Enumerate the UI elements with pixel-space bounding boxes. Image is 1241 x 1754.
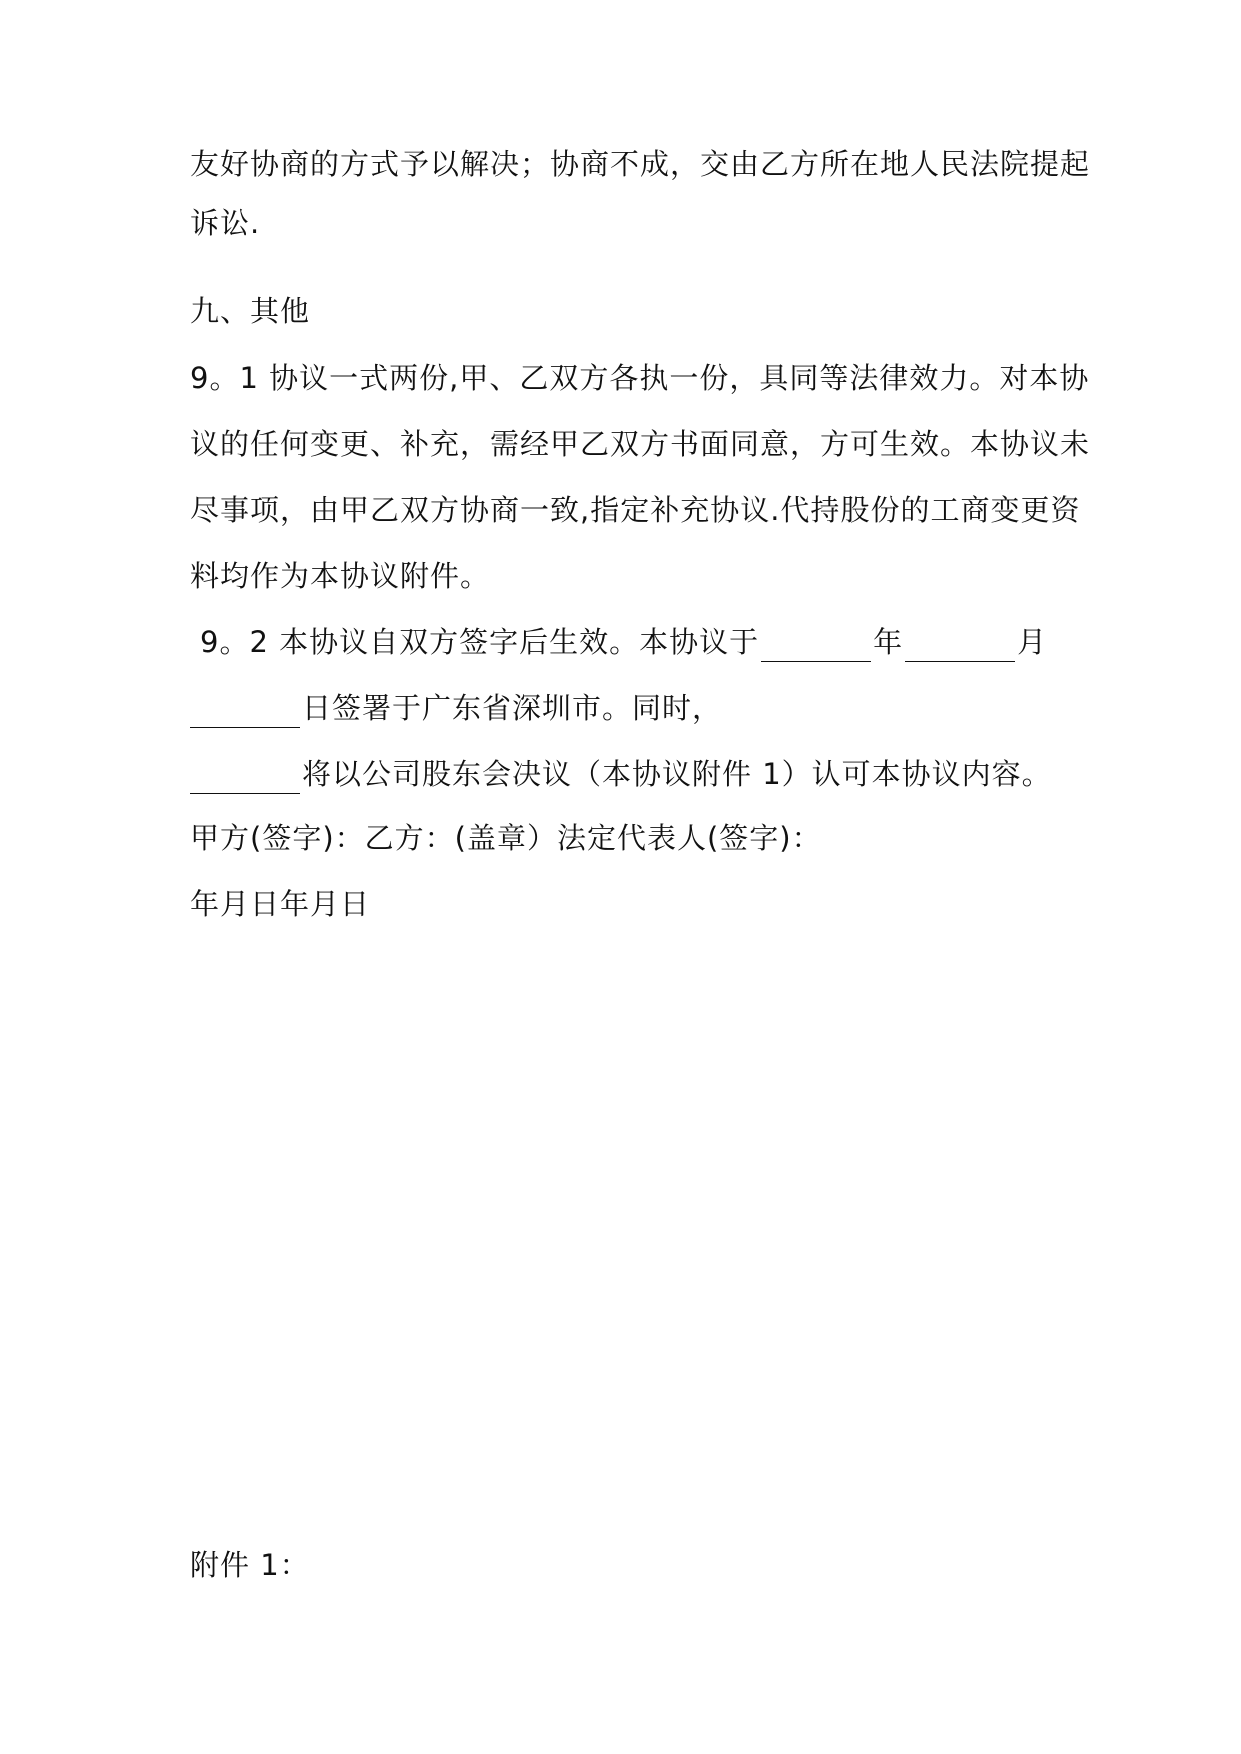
section-heading: 九、其他 [190, 294, 311, 328]
party-blank [190, 763, 300, 794]
paragraph-line: 尽事项，由甲乙双方协商一致,指定补充协议.代持股份的工商变更资 [190, 493, 1081, 527]
year-blank [761, 631, 871, 662]
clause-9-2-line [200, 622, 1047, 662]
day-blank [190, 697, 300, 728]
paragraph-line: 9。1 协议一式两份,甲、乙双方各执一份，具同等法律效力。对本协 [190, 361, 1090, 395]
date-line: 年月日年月日 [190, 887, 371, 921]
paragraph-line: 诉讼. [190, 206, 261, 240]
attachment-label: 附件 1： [190, 1548, 310, 1582]
resolution-line [190, 754, 1052, 794]
month-label: 月 [1017, 625, 1048, 659]
paragraph-line: 料均作为本协议附件。 [190, 559, 491, 593]
month-blank [905, 631, 1015, 662]
clause-9-2-prefix: 9。2 本协议自双方签字后生效。本协议于 [200, 625, 760, 659]
signature-line: 甲方(签字)：乙方：(盖章）法定代表人(签字)： [190, 821, 822, 855]
day-text: 日签署于广东省深圳市。同时， [302, 691, 723, 725]
resolution-text: 将以公司股东会决议（本协议附件 1）认可本协议内容。 [302, 757, 1052, 791]
day-line [190, 688, 722, 728]
paragraph-line: 友好协商的方式予以解决；协商不成，交由乙方所在地人民法院提起 [190, 147, 1091, 181]
year-label: 年 [873, 625, 904, 659]
paragraph-line: 议的任何变更、补充，需经甲乙双方书面同意，方可生效。本协议未 [190, 427, 1091, 461]
